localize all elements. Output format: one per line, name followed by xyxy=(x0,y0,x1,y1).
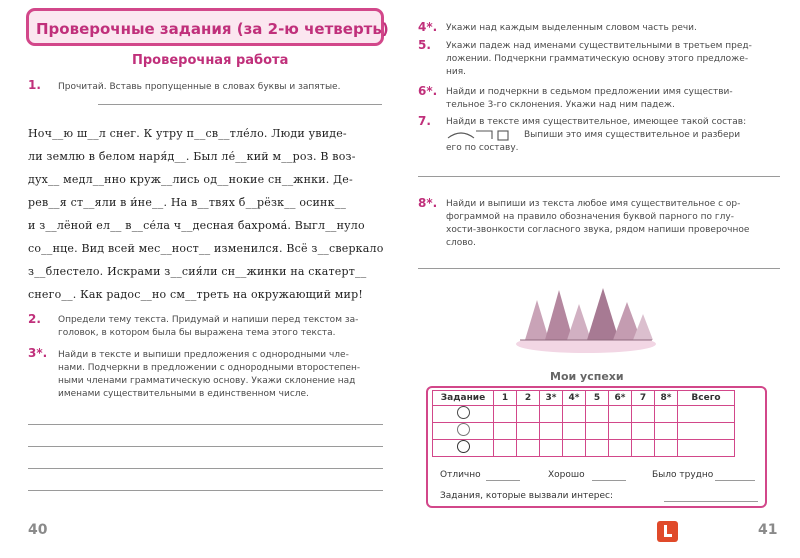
table-cell[interactable] xyxy=(494,423,517,440)
table-cell[interactable] xyxy=(494,440,517,457)
answer-line[interactable] xyxy=(28,468,383,469)
task-3-line-1: Найди в тексте и выпиши предложения с однородными чле- xyxy=(58,350,349,360)
table-cell[interactable] xyxy=(632,423,655,440)
text-line-7: з__блестело. Искрами з__сия́ли сн__жинки на скатерт__ xyxy=(28,265,367,278)
table-cell[interactable] xyxy=(586,440,609,457)
page-number-right: 41 xyxy=(758,522,778,538)
table-cell[interactable] xyxy=(586,406,609,423)
table-cell[interactable] xyxy=(609,440,632,457)
task-7-line-3: его по составу. xyxy=(446,143,519,153)
sad-face-icon xyxy=(433,440,494,457)
table-cell[interactable] xyxy=(563,423,586,440)
task-8-line-3: хости-звонкости согласного звука, рядом напиши проверочное xyxy=(446,225,750,235)
interest-label: Задания, которые вызвали интерес: xyxy=(440,491,614,501)
rating-good: Хорошо xyxy=(548,470,585,480)
table-cell[interactable] xyxy=(678,423,735,440)
rating-excellent-line[interactable] xyxy=(486,480,520,481)
task-4-text: Укажи над каждым выделенным словом часть речи. xyxy=(446,23,697,33)
rating-hard: Было трудно xyxy=(652,470,714,480)
table-cell[interactable] xyxy=(494,406,517,423)
table-cell[interactable] xyxy=(563,440,586,457)
task-8-line-4: слово. xyxy=(446,238,476,248)
table-cell[interactable] xyxy=(517,406,540,423)
task-5-line-3: ния. xyxy=(446,67,467,77)
word-structure-scheme-icon xyxy=(446,128,514,142)
section-subtitle: Проверочная работа xyxy=(132,53,289,68)
column-header-total: Всего xyxy=(678,391,735,406)
task-5-line-2: ложении. Подчеркни грамматическую основу этого предложе- xyxy=(446,54,749,64)
table-cell[interactable] xyxy=(609,406,632,423)
text-line-5: и з__лёной ел__ в__се́ла ч__десная бахрома́. Выгл__нуло xyxy=(28,219,365,232)
table-cell[interactable] xyxy=(540,423,563,440)
interest-line[interactable] xyxy=(664,501,758,502)
column-header: 7 xyxy=(632,391,655,406)
table-header-task: Задание xyxy=(433,391,494,406)
task-7-number: 7. xyxy=(418,114,431,128)
text-line-6: со__нце. Вид всей мес__ност__ изменился. Всё з__сверкало xyxy=(28,242,384,255)
text-line-1: Ноч__ю ш__л снег. К утру п__св__тле́ло. Люди увиде- xyxy=(28,127,347,140)
task-6-number: 6*. xyxy=(418,84,438,98)
table-cell[interactable] xyxy=(655,423,678,440)
successes-title: Мои успехи xyxy=(550,370,624,383)
page-title: Проверочные задания (за 2-ю четверть) xyxy=(36,20,389,38)
task-1-number: 1. xyxy=(28,78,41,92)
table-cell[interactable] xyxy=(563,406,586,423)
task-8-line-1: Найди и выпиши из текста любое имя существительное с ор- xyxy=(446,199,741,209)
neutral-face-icon xyxy=(433,423,494,440)
task-7-line-1: Найди в тексте имя существительное, имеющее такой состав: xyxy=(446,117,747,127)
column-header: 5 xyxy=(586,391,609,406)
task-6-line-1: Найди и подчеркни в седьмом предложении имя существи- xyxy=(446,87,733,97)
column-header: 2 xyxy=(517,391,540,406)
table-cell[interactable] xyxy=(609,423,632,440)
table-cell[interactable] xyxy=(632,406,655,423)
smile-face-icon xyxy=(433,406,494,423)
task-3-line-4: именами существительными в единственном числе. xyxy=(58,389,309,399)
table-cell[interactable] xyxy=(540,406,563,423)
page-number-left: 40 xyxy=(28,522,48,538)
column-header: 4* xyxy=(563,391,586,406)
column-header: 8* xyxy=(655,391,678,406)
rating-excellent: Отлично xyxy=(440,470,481,480)
table-cell[interactable] xyxy=(586,423,609,440)
table-cell[interactable] xyxy=(517,423,540,440)
table-cell[interactable] xyxy=(517,440,540,457)
answer-line[interactable] xyxy=(418,176,780,177)
title-write-line[interactable] xyxy=(98,104,382,105)
task-2-line-2: головок, в котором была бы выражена тема этого текста. xyxy=(58,328,336,338)
successes-table xyxy=(432,390,735,457)
rating-good-line[interactable] xyxy=(592,480,626,481)
task-8-number: 8*. xyxy=(418,196,438,210)
table-cell[interactable] xyxy=(655,406,678,423)
task-2-line-1: Определи тему текста. Придумай и напиши перед текстом за- xyxy=(58,315,359,325)
task-3-number: 3*. xyxy=(28,346,48,360)
text-line-8: снего__. Как радос__но см__треть на окружающий мир! xyxy=(28,288,363,301)
task-3-line-3: ными членами грамматическую основу. Укажи склонение над xyxy=(58,376,356,386)
task-1-text: Прочитай. Вставь пропущенные в словах буквы и запятые. xyxy=(58,82,341,92)
winter-forest-illustration xyxy=(515,282,657,354)
table-cell[interactable] xyxy=(678,440,735,457)
text-line-4: рев__я ст__яли в и́не__. На в__твях б__рёзк__ осинк__ xyxy=(28,196,347,209)
task-8-line-2: фограммой на правило обозначения буквой парного по глу- xyxy=(446,212,734,222)
answer-line[interactable] xyxy=(418,268,780,269)
answer-line[interactable] xyxy=(28,424,383,425)
table-cell[interactable] xyxy=(540,440,563,457)
publisher-logo-icon xyxy=(657,521,678,542)
answer-line[interactable] xyxy=(28,490,383,491)
table-cell[interactable] xyxy=(655,440,678,457)
table-cell[interactable] xyxy=(632,440,655,457)
text-line-2: ли землю в белом наря́д__. Был ле́__кий м__роз. В воз- xyxy=(28,150,356,163)
task-5-line-1: Укажи падеж над именами существительными в третьем пред- xyxy=(446,41,752,51)
rating-hard-line[interactable] xyxy=(715,480,755,481)
column-header: 1 xyxy=(494,391,517,406)
text-line-3: дух__ медл__нно круж__лись од__нокие сн__жнки. Де- xyxy=(28,173,353,186)
task-7-line-2: Выпиши это имя существительное и разбери xyxy=(524,130,741,140)
answer-line[interactable] xyxy=(28,446,383,447)
task-3-line-2: нами. Подчеркни в предложении с однородными второстепен- xyxy=(58,363,361,373)
table-cell[interactable] xyxy=(678,406,735,423)
task-2-number: 2. xyxy=(28,312,41,326)
task-4-number: 4*. xyxy=(418,20,438,34)
column-header: 6* xyxy=(609,391,632,406)
task-6-line-2: тельное 3-го склонения. Укажи над ним падеж. xyxy=(446,100,675,110)
column-header: 3* xyxy=(540,391,563,406)
task-5-number: 5. xyxy=(418,38,431,52)
